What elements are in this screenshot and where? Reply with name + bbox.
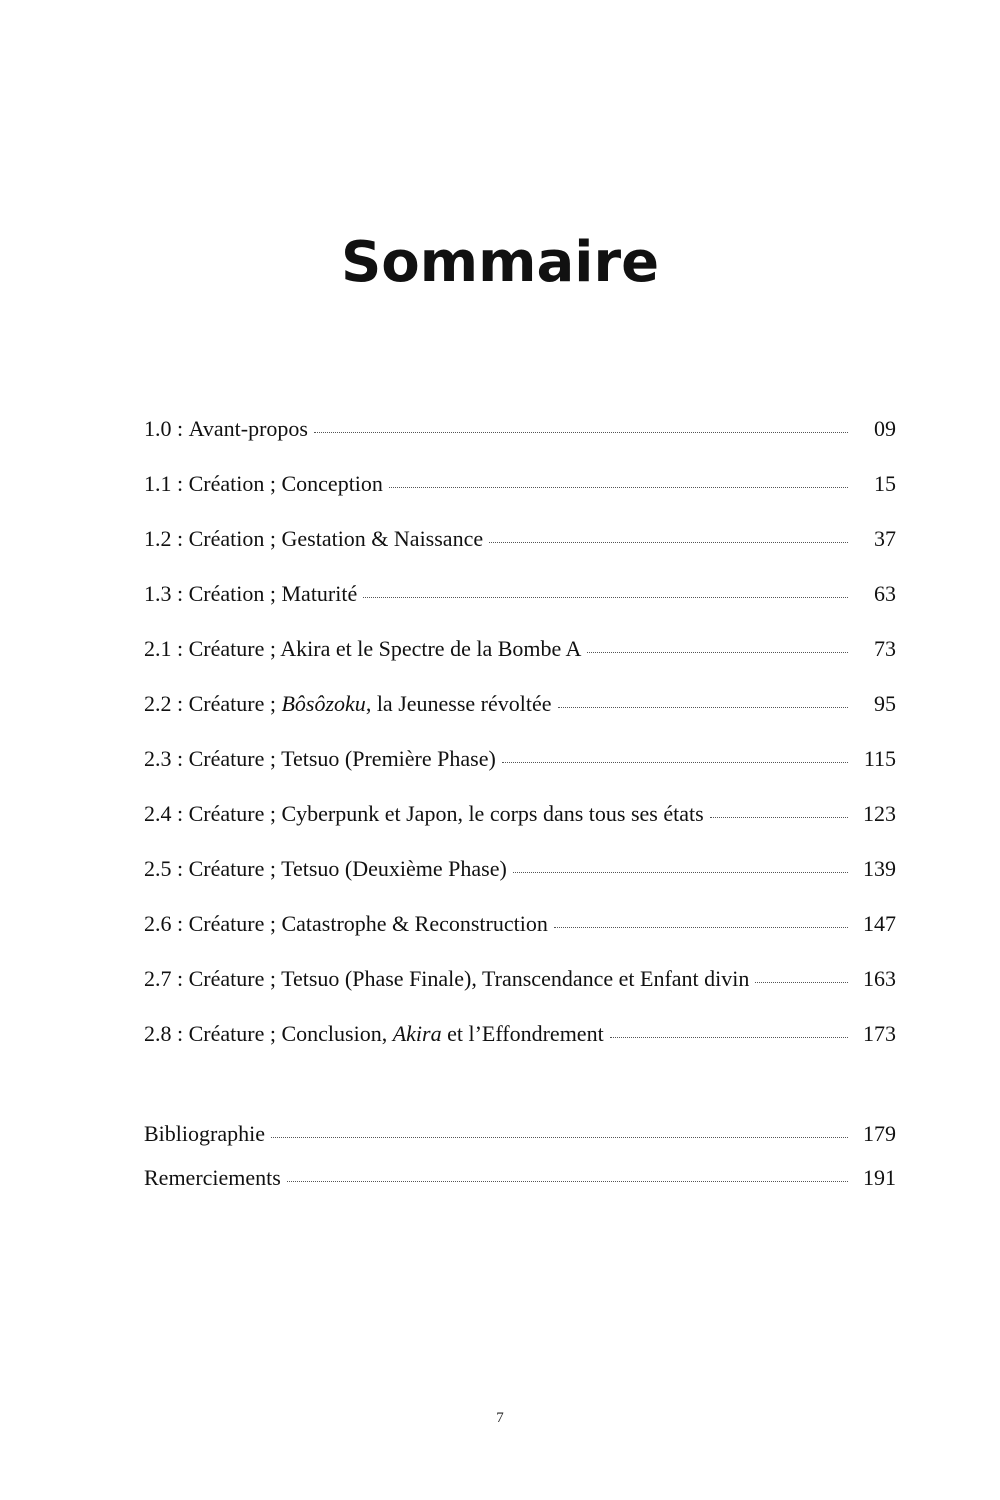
dot-leader: [489, 542, 848, 543]
toc-entry-2-7: [144, 959, 896, 1014]
toc-entry-remerciements: [144, 1158, 896, 1202]
page-number: 15: [874, 471, 896, 496]
page-folio: 7: [496, 1410, 504, 1426]
entry-number: 2.1 :: [144, 636, 184, 661]
page-number: 139: [863, 856, 896, 881]
toc-entry-2-4: [144, 794, 896, 849]
entry-title-prefix: Créature ; Conclusion,: [188, 1021, 393, 1046]
entry-title: [189, 684, 552, 724]
page-number: 115: [863, 746, 896, 771]
dot-leader: [389, 487, 848, 488]
page-number: 147: [863, 911, 896, 936]
entry-number: 2.2 :: [144, 691, 184, 716]
dot-leader: [271, 1137, 848, 1138]
entry-title: Créature ; Cyberpunk et Japon, le corps dans tous ses états: [188, 801, 704, 826]
page-number: 123: [863, 801, 896, 826]
entry-title-italic: Bôsôzoku: [281, 691, 366, 716]
dot-leader: [610, 1037, 848, 1038]
entry-number: 2.4 :: [144, 801, 184, 826]
page-title: Sommaire: [340, 230, 660, 295]
toc-entry-2-8: [144, 1014, 896, 1069]
entry-number: 2.5 :: [144, 856, 184, 881]
entry-title: Remerciements: [144, 1165, 281, 1190]
toc-entry-2-1: [144, 629, 896, 684]
entry-title-prefix: Créature ;: [188, 691, 282, 716]
entry-title: Création ; Maturité: [188, 581, 358, 606]
entry-title: Bibliographie: [144, 1121, 265, 1146]
page-number: 173: [863, 1021, 896, 1046]
dot-leader: [513, 872, 848, 873]
page-number: 09: [874, 416, 896, 441]
entry-number: 1.0 :: [144, 416, 184, 441]
entry-number: 1.2 :: [144, 526, 184, 551]
entry-number: 2.8 :: [144, 1021, 184, 1046]
page-number: 63: [874, 581, 896, 606]
entry-title: Création ; Conception: [188, 471, 383, 496]
page-number: 37: [874, 526, 896, 551]
entry-title: Avant-propos: [188, 416, 308, 441]
entry-number: 1.1 :: [144, 471, 184, 496]
dot-leader: [710, 817, 848, 818]
entry-number: 2.3 :: [144, 746, 184, 771]
entry-title: Création ; Gestation & Naissance: [188, 526, 484, 551]
entry-number: 1.3 :: [144, 581, 184, 606]
back-matter: [144, 1114, 896, 1202]
toc-entry-1-0: [144, 409, 896, 464]
entry-title-italic: Akira: [392, 1021, 442, 1046]
toc-entry-bibliographie: [144, 1114, 896, 1158]
table-of-contents: [144, 409, 896, 1069]
page-number: 95: [874, 691, 896, 716]
page-number: 73: [874, 636, 896, 661]
entry-number: 2.6 :: [144, 911, 184, 936]
toc-entry-1-3: [144, 574, 896, 629]
entry-title: [189, 1014, 604, 1054]
toc-entry-2-5: [144, 849, 896, 904]
dot-leader: [502, 762, 848, 763]
entry-title: Créature ; Tetsuo (Deuxième Phase): [188, 856, 507, 881]
dot-leader: [314, 432, 848, 433]
dot-leader: [554, 927, 848, 928]
page-number: 179: [863, 1121, 896, 1146]
toc-entry-2-3: [144, 739, 896, 794]
toc-entry-2-2: [144, 684, 896, 739]
entry-title-suffix: , la Jeunesse révoltée: [365, 691, 552, 716]
dot-leader: [558, 707, 848, 708]
dot-leader: [287, 1181, 848, 1182]
toc-entry-1-1: [144, 464, 896, 519]
entry-title: Créature ; Catastrophe & Reconstruction: [188, 911, 548, 936]
page-number: 191: [863, 1165, 896, 1190]
entry-title: Créature ; Akira et le Spectre de la Bombe A: [188, 636, 582, 661]
entry-title: Créature ; Tetsuo (Phase Finale), Transcendance et Enfant divin: [188, 966, 750, 991]
toc-entry-1-2: [144, 519, 896, 574]
toc-entry-2-6: [144, 904, 896, 959]
dot-leader: [587, 652, 848, 653]
dot-leader: [755, 982, 848, 983]
entry-title-suffix: et l’Effondrement: [441, 1021, 604, 1046]
dot-leader: [363, 597, 848, 598]
page-number: 163: [863, 966, 896, 991]
entry-title: Créature ; Tetsuo (Première Phase): [188, 746, 496, 771]
entry-number: 2.7 :: [144, 966, 184, 991]
